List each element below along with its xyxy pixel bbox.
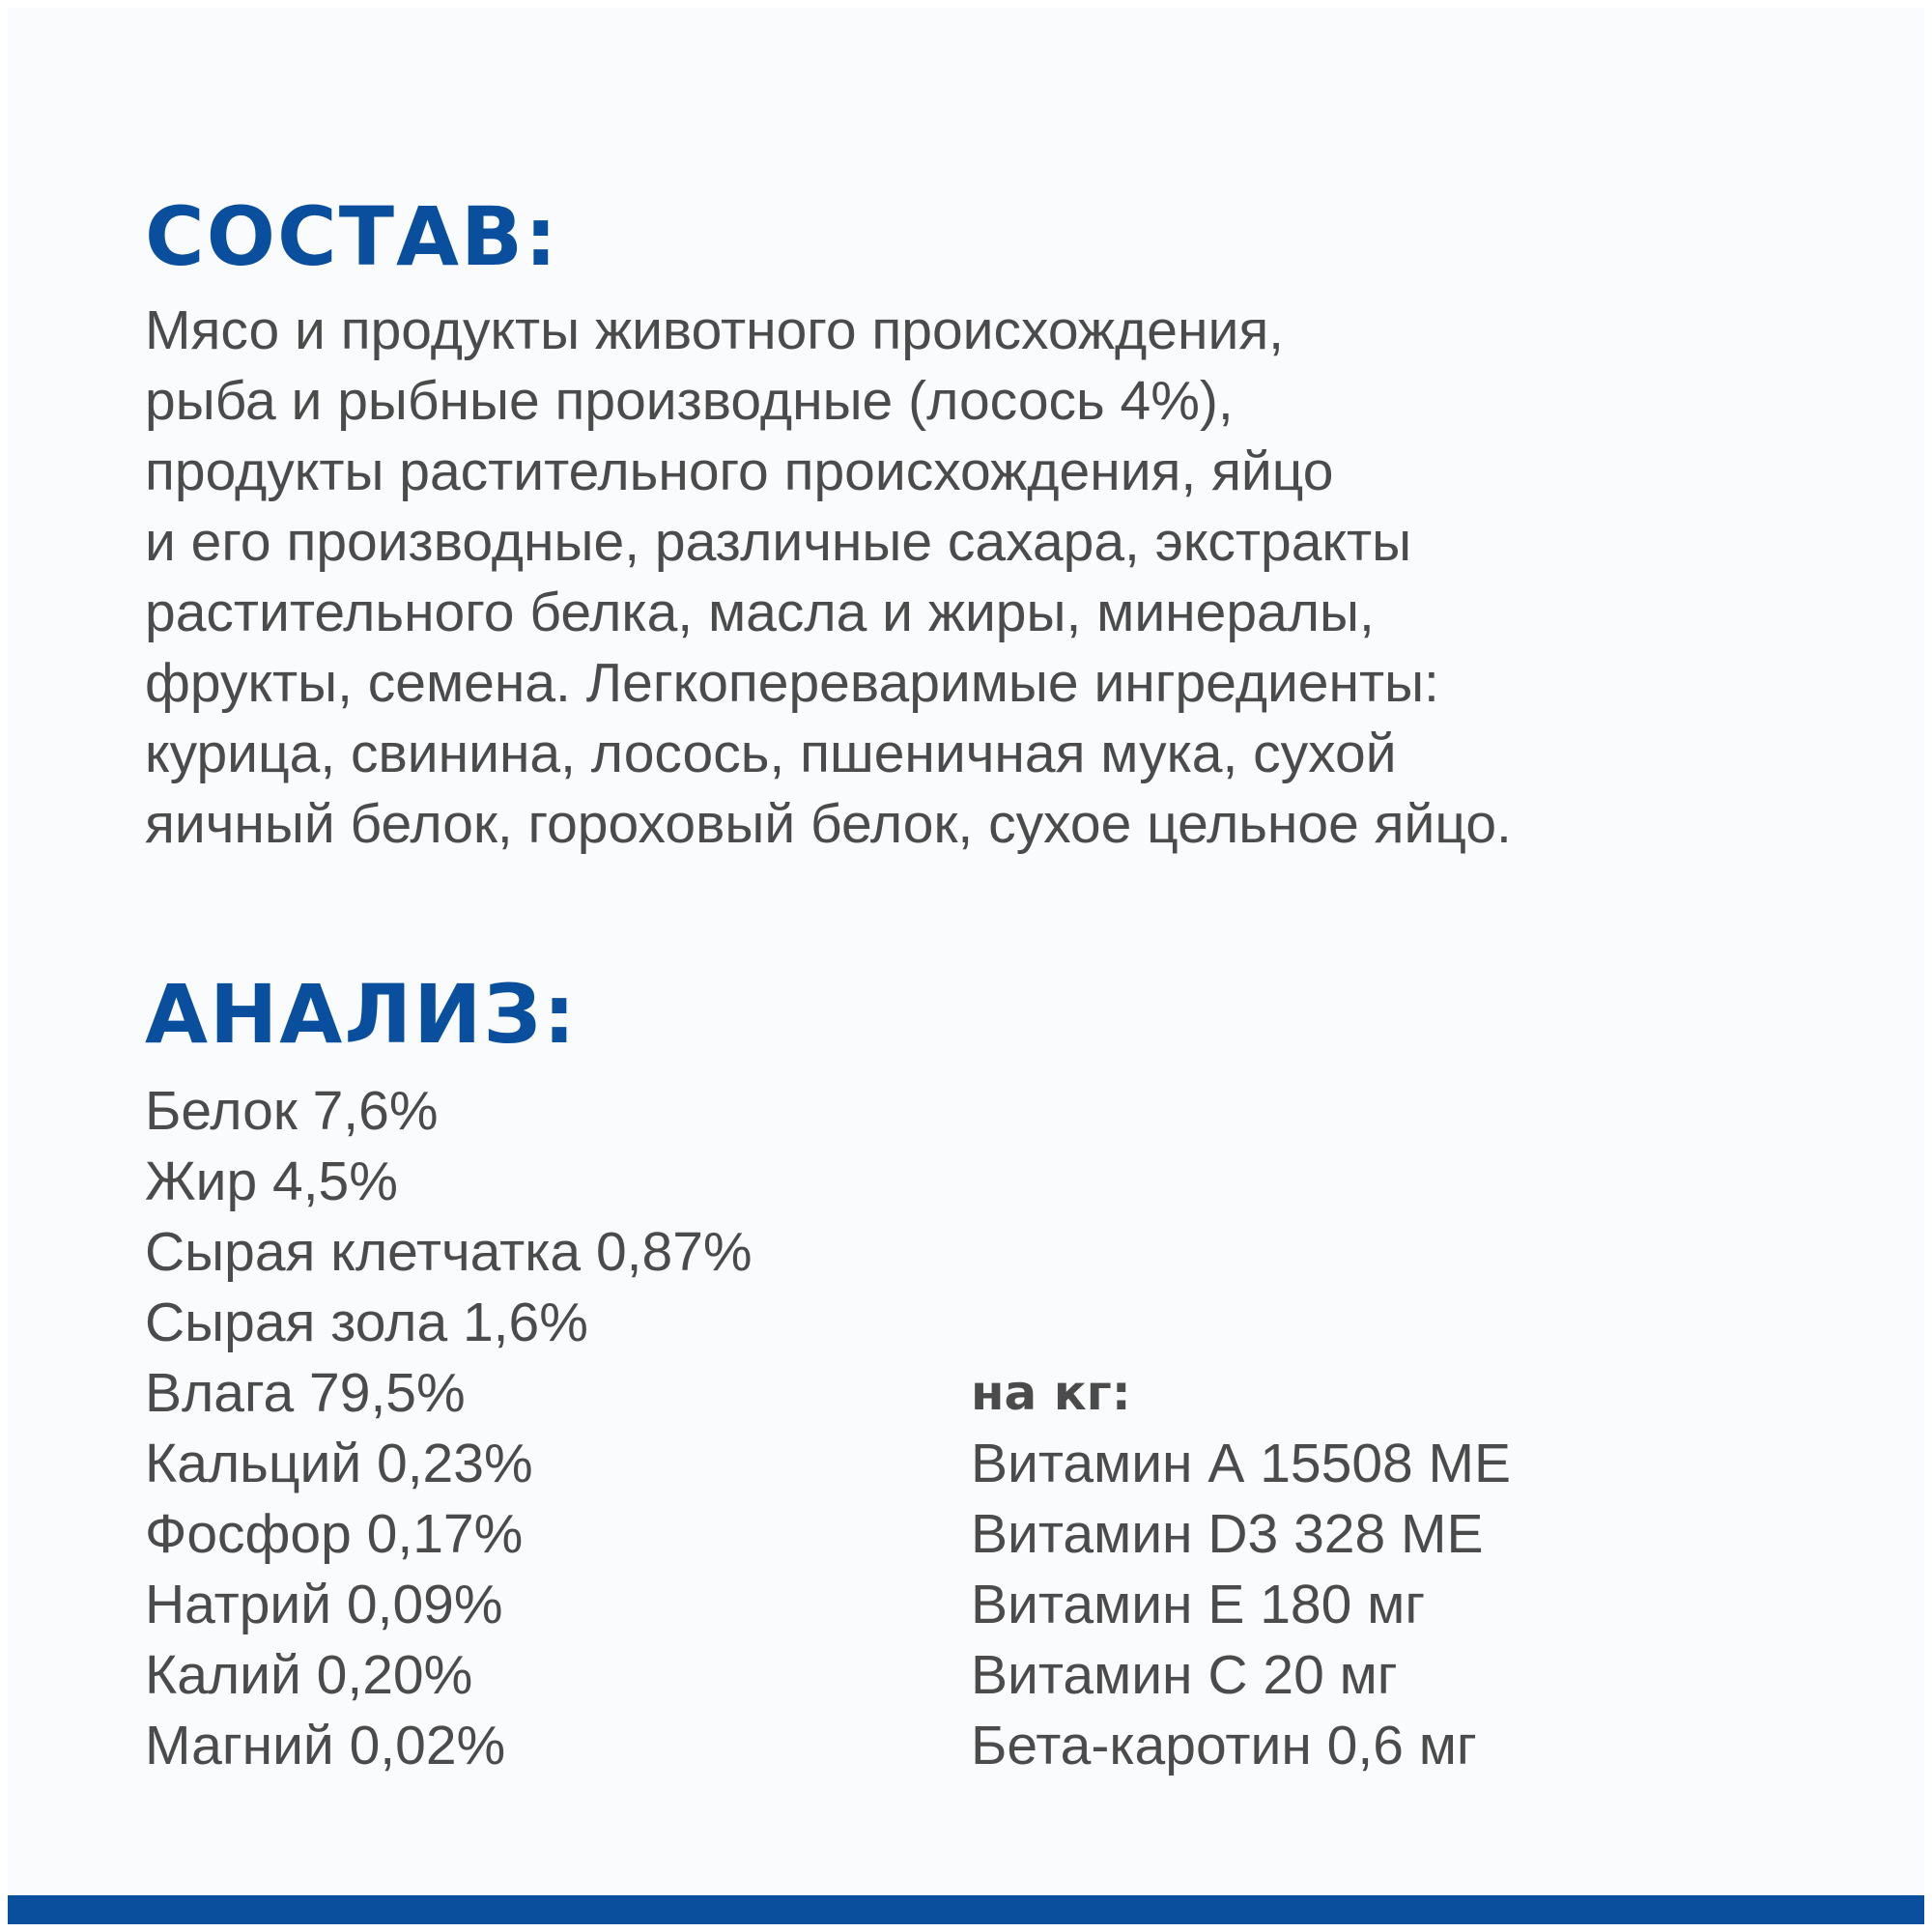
composition-line: фрукты, семена. Легкопереваримые ингредиенты: xyxy=(145,652,1439,714)
composition-line: и его производные, различные сахара, экстракты xyxy=(145,511,1412,573)
analysis-item-potassium: Калий 0,20% xyxy=(145,1644,473,1706)
analysis-heading: АНАЛИЗ: xyxy=(145,967,578,1062)
composition-line: Мясо и продукты животного происхождения, xyxy=(145,299,1285,361)
analysis-item-fat: Жир 4,5% xyxy=(145,1151,398,1212)
vitamin-c: Витамин С 20 мг xyxy=(971,1644,1398,1706)
analysis-item-calcium: Кальций 0,23% xyxy=(145,1433,533,1494)
beta-carotene: Бета-каротин 0,6 мг xyxy=(971,1715,1477,1776)
composition-line: растительного белка, масла и жиры, минералы, xyxy=(145,582,1375,643)
vitamin-e: Витамин Е 180 мг xyxy=(971,1574,1426,1635)
analysis-item-protein: Белок 7,6% xyxy=(145,1080,439,1142)
composition-heading: СОСТАВ: xyxy=(145,189,559,284)
analysis-item-phosphorus: Фосфор 0,17% xyxy=(145,1503,524,1565)
vitamins-block xyxy=(971,1358,1511,1781)
composition-line: продукты растительного происхождения, яйцо xyxy=(145,440,1334,502)
vitamin-a: Витамин А 15508 МЕ xyxy=(971,1433,1512,1494)
bottom-accent-bar xyxy=(8,1895,1924,1924)
vitamins-list xyxy=(971,1429,1511,1781)
analysis-item-sodium: Натрий 0,09% xyxy=(145,1574,503,1635)
composition-line: рыба и рыбные производные (лосось 4%), xyxy=(145,370,1234,432)
analysis-item-ash: Сырая зола 1,6% xyxy=(145,1292,588,1353)
analysis-list xyxy=(145,1076,753,1781)
composition-text xyxy=(145,296,1512,860)
analysis-item-moisture: Влага 79,5% xyxy=(145,1362,466,1424)
analysis-item-fiber: Сырая клетчатка 0,87% xyxy=(145,1221,753,1283)
per-kg-label: на кг: xyxy=(971,1365,1131,1421)
composition-line: курица, свинина, лосось, пшеничная мука, сухой xyxy=(145,723,1397,784)
analysis-item-magnesium: Магний 0,02% xyxy=(145,1715,506,1776)
composition-line: яичный белок, гороховый белок, сухое цельное яйцо. xyxy=(145,793,1512,855)
vitamin-d3: Витамин D3 328 МЕ xyxy=(971,1503,1484,1565)
